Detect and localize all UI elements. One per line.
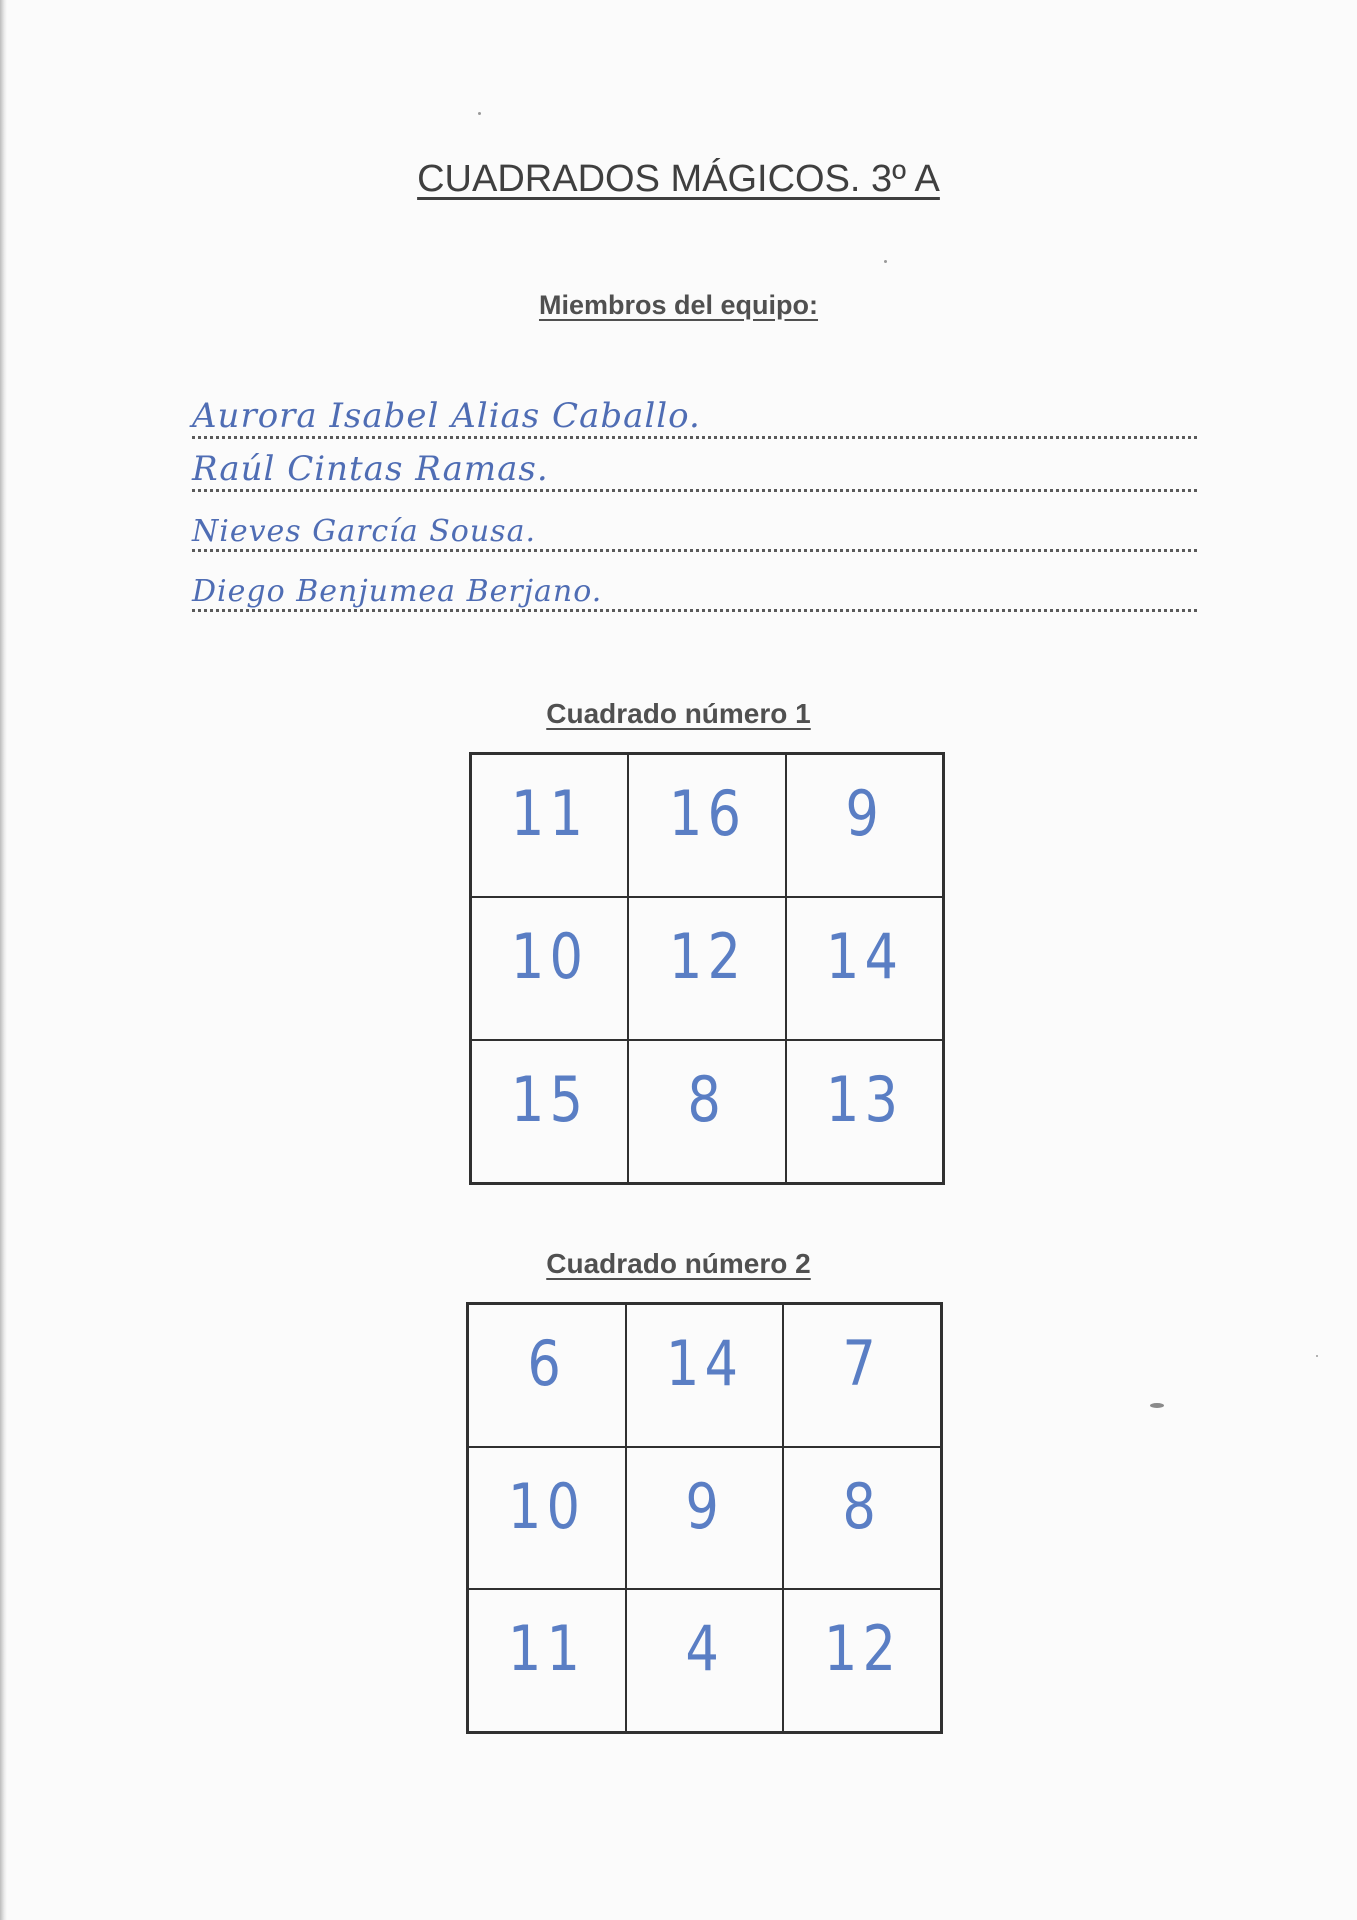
- scan-speck: [884, 260, 887, 263]
- cell-value: 9: [685, 1469, 724, 1543]
- cell-value: 15: [511, 1063, 589, 1136]
- member-name: Nieves García Sousa.: [192, 514, 536, 549]
- cell-value: 9: [845, 777, 884, 850]
- square-2-title: Cuadrado número 2: [546, 1248, 811, 1279]
- member-line: [192, 503, 1197, 552]
- cell-value: 14: [665, 1327, 744, 1400]
- grid-cell: [783, 1589, 941, 1732]
- cell-value: 10: [511, 920, 589, 993]
- grid-cell: [468, 1304, 626, 1447]
- members-heading: Miembros del equipo:: [538, 290, 819, 320]
- page-edge-shadow: [0, 0, 7, 1920]
- grid-cell: [471, 897, 628, 1040]
- member-line: [192, 390, 1197, 439]
- cell-value: 11: [508, 1612, 586, 1686]
- cell-value: 8: [687, 1063, 727, 1136]
- grid-cell: [471, 1040, 628, 1183]
- grid-cell: [783, 1304, 941, 1447]
- cell-value: 6: [527, 1327, 567, 1400]
- grid-cell: [626, 1589, 784, 1732]
- grid-cell: [468, 1589, 626, 1732]
- grid-cell: [786, 754, 943, 897]
- grid-cell: [783, 1447, 941, 1590]
- scan-speck: [1150, 1403, 1164, 1408]
- grid-cell: [628, 754, 785, 897]
- cell-value: 8: [842, 1469, 882, 1543]
- grid-cell: [628, 1040, 785, 1183]
- grid-cell: [786, 897, 943, 1040]
- cell-value: 16: [668, 777, 746, 850]
- page-title: CUADRADOS MÁGICOS. 3º A: [417, 158, 940, 200]
- square-1-title: Cuadrado número 1: [546, 698, 811, 729]
- member-line: [192, 443, 1197, 492]
- cell-value: 14: [825, 920, 903, 993]
- scan-speck: [1316, 1355, 1318, 1357]
- member-line: [192, 563, 1197, 612]
- magic-square-2: [466, 1302, 943, 1734]
- cell-value: 12: [823, 1612, 901, 1686]
- grid-cell: [471, 754, 628, 897]
- member-name: Aurora Isabel Alias Caballo.: [192, 396, 701, 436]
- member-name: Diego Benjumea Berjano.: [192, 574, 603, 609]
- grid-cell: [628, 897, 785, 1040]
- grid-cell: [786, 1040, 943, 1183]
- scan-speck: [478, 112, 481, 115]
- grid-cell: [468, 1447, 626, 1590]
- cell-value: 4: [685, 1612, 724, 1686]
- cell-value: 12: [668, 920, 746, 993]
- member-name: Raúl Cintas Ramas.: [192, 449, 549, 489]
- cell-value: 13: [825, 1063, 903, 1136]
- cell-value: 7: [842, 1327, 882, 1400]
- cell-value: 10: [508, 1469, 586, 1543]
- cell-value: 11: [511, 777, 589, 850]
- grid-cell: [626, 1447, 784, 1590]
- magic-square-1: [469, 752, 945, 1185]
- grid-cell: [626, 1304, 784, 1447]
